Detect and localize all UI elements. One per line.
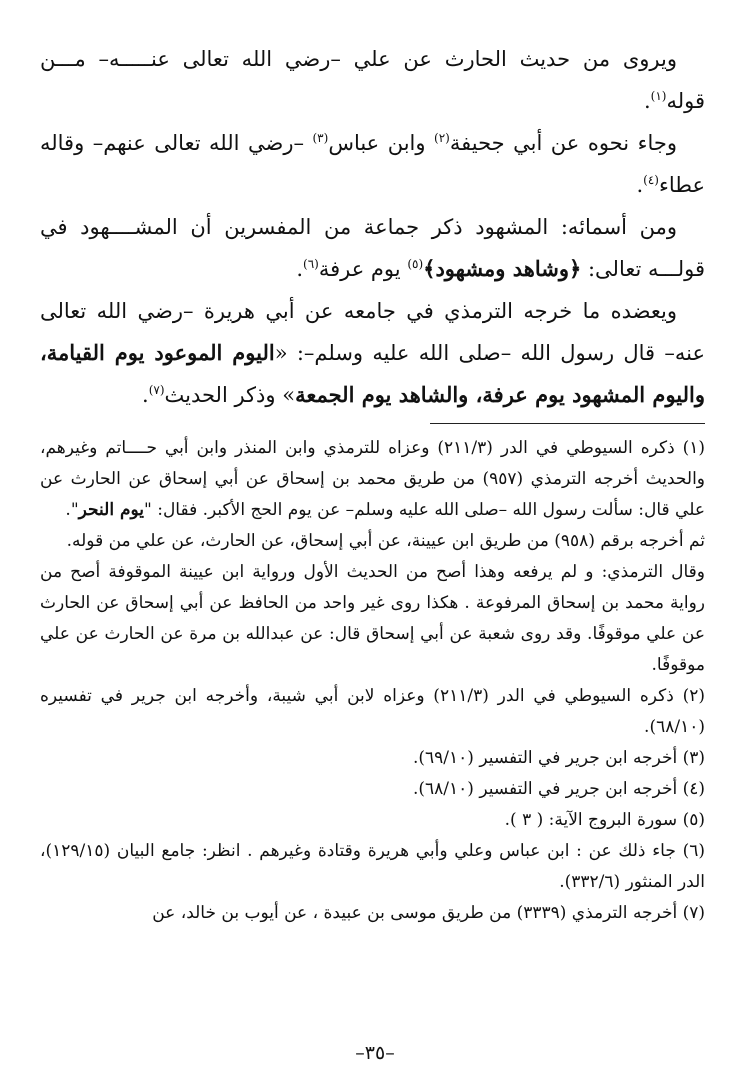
- footnote-ref-5[interactable]: (٥): [407, 257, 424, 271]
- footnote-1: (١) ذكره السيوطي في الدر (٢١١/٣) وعزاه للترمذي وابن المنذر وابن أبي حــــاتم وغيرهم، والحديث أخرجه الترمذي (٩٥٧) من طريق محمد بن إسحاق عن أبي إسحاق عن الحارث عن علي قال: سألت رسول الله –صلى الله عليه وسلم– عن يوم الحج الأكبر. فقال: "يوم النحر".: [40, 438, 705, 520]
- footnote-ref-4[interactable]: (٤): [643, 173, 659, 187]
- footnote-ref-1[interactable]: (١): [650, 89, 667, 103]
- paragraph-1: ويروى من حديث الحارث عن علي –رضي الله تعالى عنـــــه– مـــن قوله$^{(١)}$.: [40, 47, 705, 113]
- footnote-6: (٦) جاء ذلك عن : ابن عباس وعلي وأبي هريرة وقتادة وغيرهم . انظر: جامع البيان (١٢٩/١٥)، الدر المنثور (٣٣٢/٦).: [40, 841, 705, 892]
- footnote-ref-3[interactable]: (٣): [312, 131, 329, 145]
- footnote-2: (٢) ذكره السيوطي في الدر (٢١١/٣) وعزاه لابن أبي شيبة، وأخرجه ابن جرير في تفسيره (٦٨/١٠).: [40, 686, 706, 737]
- page-number: –٣٥–: [355, 1042, 395, 1064]
- footnote-1-continuation: ثم أخرجه برقم (٩٥٨) من طريق ابن عيينة، عن أبي إسحاق، عن الحارث، عن علي من قوله.: [66, 531, 705, 551]
- footnote-separator: [430, 423, 705, 424]
- footnote-7: (٧) أخرجه الترمذي (٣٣٣٩) من طريق موسى بن عبيدة ، عن أيوب بن خالد، عن: [152, 903, 705, 923]
- footnote-ref-6[interactable]: (٦): [303, 257, 319, 271]
- paragraph-4: ويعضده ما خرجه الترمذي في جامعه عن أبي هريرة –رضي الله تعالى عنه– قال رسول الله –صلى الله عليه وسلم–: «اليوم الموعود يوم القيامة، واليوم المشهود يوم عرفة، والشاهد يوم الجمعة» وذكر الحديث$^{(٧)}$.: [40, 299, 705, 407]
- footnote-5: (٥) سورة البروج الآية: ( ٣ ).: [504, 810, 705, 830]
- footnotes: [40, 433, 705, 929]
- main-text: [40, 38, 705, 416]
- footnote-1-bold: يوم النحر: [78, 500, 144, 520]
- quran-verse: ﴿وشاهد ومشهود﴾: [423, 256, 582, 281]
- footnote-ref-7[interactable]: (٧): [148, 383, 165, 397]
- footnote-ref-2[interactable]: (٢): [434, 131, 450, 145]
- paragraph-3: ومن أسمائه: المشهود ذكر جماعة من المفسرين أن المشــــهود في قولـــه تعالى: ﴿وشاهد ومشهود﴾$^{(٥)}$ يوم عرفة$^{(٦)}$.: [40, 215, 705, 281]
- paragraph-2: وجاء نحوه عن أبي جحيفة$^{(٢)}$ وابن عباس$^{(٣)}$ –رضي الله تعالى عنهم– وقاله عطاء$^{(٤)}$.: [40, 131, 705, 197]
- footnote-3: (٣) أخرجه ابن جرير في التفسير (٦٩/١٠).: [412, 748, 705, 768]
- hadith-quote: اليوم الموعود يوم القيامة، واليوم المشهود يوم عرفة، والشاهد يوم الجمعة: [40, 340, 705, 407]
- footnote-1-tirmidhi-note: وقال الترمذي: و لم يرفعه وهذا أصح من الحديث الأول ورواية ابن عيينة الموقوفة أصح من رواية محمد بن إسحاق المرفوعة . هكذا روى غير واحد من الحافظ عن أبي إسحاق عن الحارث عن علي موقوفًا. وقد روى شعبة عن أبي إسحاق قال: عن عبدالله بن مرة عن الحارث عن علي موقوفًا.: [40, 562, 705, 675]
- footnote-4: (٤) أخرجه ابن جرير في التفسير (٦٨/١٠).: [412, 779, 705, 799]
